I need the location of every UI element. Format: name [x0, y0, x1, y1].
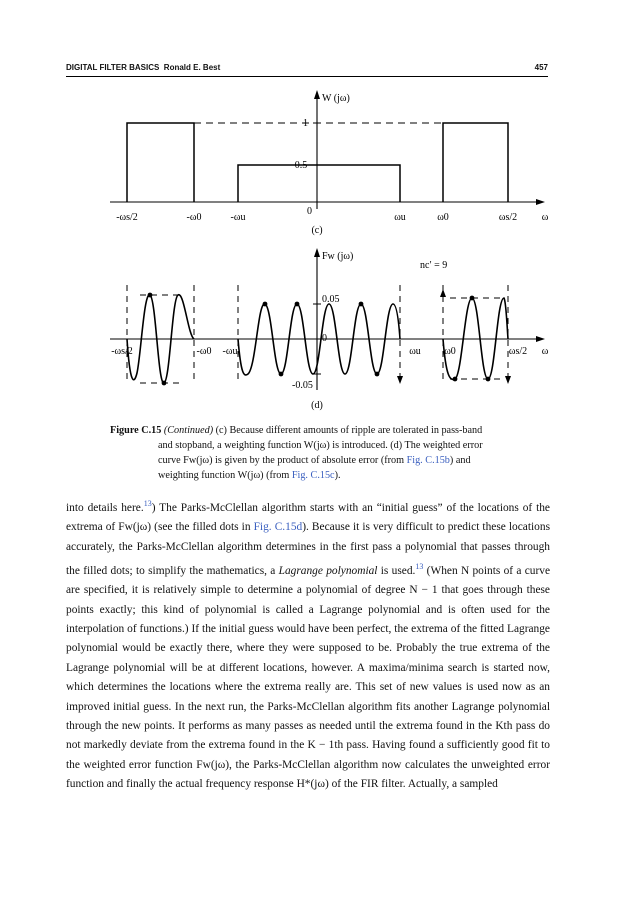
fw-x-tick: -ω0: [196, 346, 212, 357]
fw-axis-label: Fw (jω): [322, 251, 354, 262]
fig-link-c15b[interactable]: Fig. C.15b: [406, 455, 450, 466]
w-x-tick: -ω0: [186, 212, 202, 223]
w-x-tick: ω0: [437, 212, 449, 223]
ref-13-link[interactable]: 13: [143, 499, 152, 508]
w-x-tick: ωu: [394, 212, 406, 223]
caption-continued: (Continued): [163, 425, 214, 436]
fw-x-tick: -ωu: [222, 346, 238, 357]
ref-13-link[interactable]: 13: [415, 562, 424, 572]
w-x-tick: ω: [541, 212, 549, 223]
w-x-tick: -ωs/2: [116, 212, 138, 223]
fig-link-c15d[interactable]: Fig. C.15d: [253, 521, 303, 534]
fw-origin-label: 0: [322, 333, 327, 344]
caption-line-3: curve Fw(jω) is given by the product of absolute error (from Fig. C.15b) and: [158, 455, 471, 466]
figure-c15: [100, 85, 560, 415]
w-tick-05: 0.5: [294, 160, 308, 171]
fw-x-tick: ωs/2: [508, 346, 528, 357]
caption-line-4: weighting function W(jω) (from Fig. C.15c).: [158, 470, 341, 481]
w-tick-1: 1: [303, 118, 308, 129]
fw-tick-neg: -0.05: [292, 380, 313, 391]
caption-text-1: (c) Because different amounts of ripple are tolerated in pass-band: [213, 425, 483, 436]
fw-x-tick: ωu: [409, 346, 421, 357]
body-text: into details here.$^{13}$) The Parks-McClellan algorithm starts with an “initial guess” of the locations of the extrema of Fw(jω) (see the filled dots in Fig. C.15d). Because it is very difficult to predict these locations accurately, the Parks-McClellan algorithm determines in the first pass a polynomial that passes through the filled dots; to simplify the mathematics, a Lagrange polynomial is used.$^{13}$ (When N points of a curve are specified, it is relatively simple to determine a polynomial of degree N − 1 that goes through these points exactly; this kind of polynomial is called a Lagrange polynomial and is often used for the interpolation of functions.) If the initial guess would have been perfect, the extrema of the fitted Lagrange polynomial would be exactly there, where they were supposed to be. Probably the true extrema of the Lagrange polynomial will be at different locations, however. A maxima/minima search is started now, which determines the locations where the extrema really are. This set of new values is used now as an improved initial guess. In the next run, the Parks-McClellan algorithm fits another Lagrange polynomial through the new points. It performs as many passes as needed until the extrema found in the Kth pass do not markedly deviate from the extrema found in the K − 1th pass. Having found a sufficiently good fit to the weighted error function Fw(jω), the Parks-McClellan algorithm now calculates the unweighted error function and finally the actual frequency response H*(jω) of the FIR filter. Actually, a sampled: [66, 499, 551, 791]
panel-c: [110, 90, 549, 236]
page-number: 457: [534, 63, 548, 72]
fw-x-tick: -ωs/2: [111, 346, 133, 357]
figure-caption: [110, 423, 548, 483]
header-rule: [66, 76, 548, 77]
w-x-tick: ωs/2: [498, 212, 518, 223]
running-title: [66, 63, 220, 72]
caption-line-2: and stopband, a weighting function W(jω) is introduced. (d) The weighted error: [158, 440, 483, 451]
page-header: [66, 63, 548, 77]
w-origin-label: 0: [307, 206, 312, 217]
panel-d-label: (d): [311, 400, 323, 411]
nc-annotation: nc′ = 9: [420, 260, 448, 271]
fw-x-tick: ω0: [444, 346, 456, 357]
fig-link-c15c[interactable]: Fig. C.15c: [291, 470, 335, 481]
author-name: Ronald E. Best: [163, 63, 221, 72]
fw-tick-pos: 0.05: [322, 294, 340, 305]
lagrange-term: Lagrange polynomial: [278, 564, 378, 577]
panel-d: [110, 248, 549, 411]
w-x-tick: -ωu: [230, 212, 246, 223]
figure-label: Figure C.15: [110, 425, 162, 436]
book-title: DIGITAL FILTER BASICS: [66, 63, 160, 72]
w-axis-label: W (jω): [322, 93, 350, 104]
fw-x-tick: ω: [541, 346, 549, 357]
panel-c-label: (c): [311, 225, 323, 236]
